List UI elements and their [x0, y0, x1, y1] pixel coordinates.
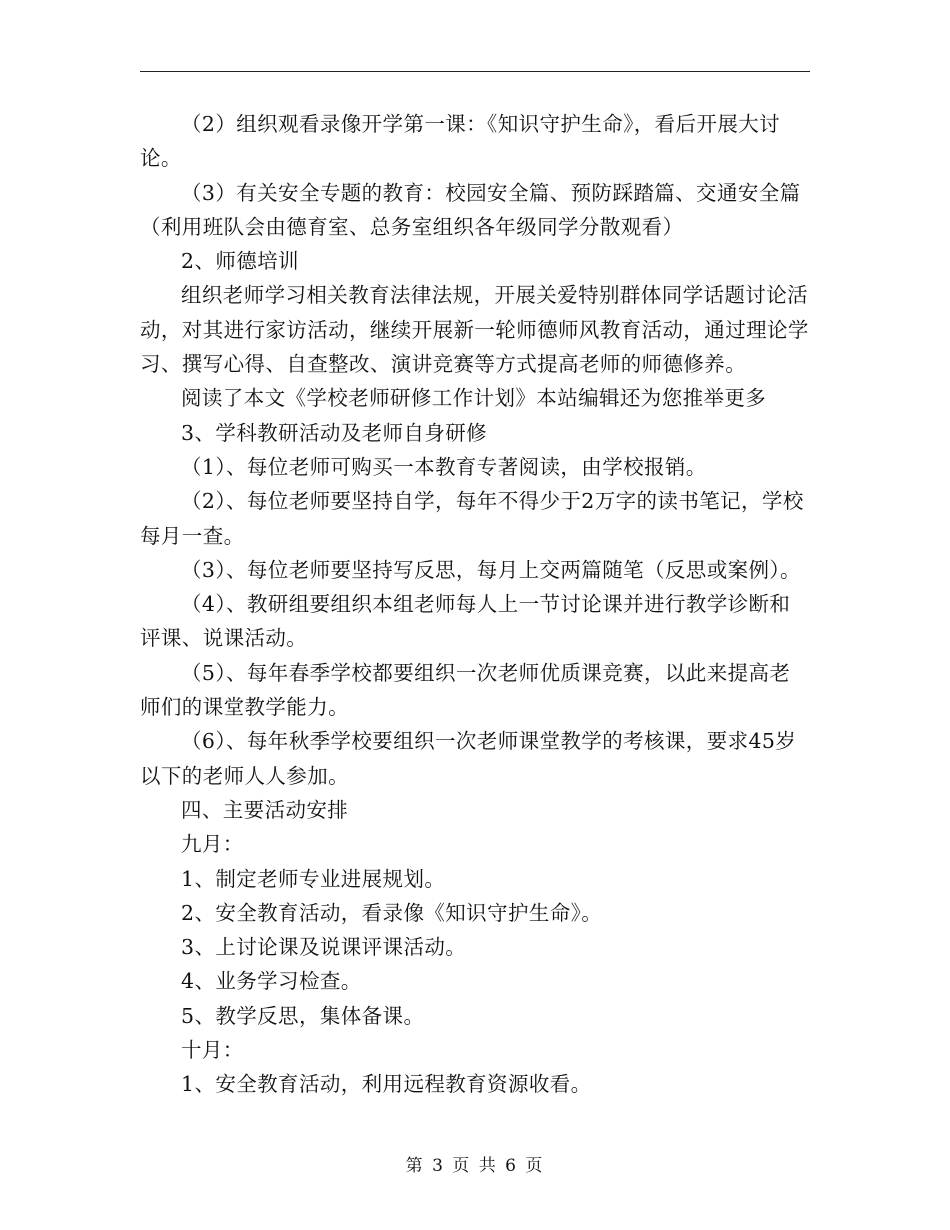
- header-rule: [140, 71, 810, 72]
- paragraph: （5）、每年春季学校都要组织一次老师优质课竞赛，以此来提高老师们的课堂教学能力。: [140, 660, 791, 720]
- paragraph: （3）、每位老师要坚持写反思，每月上交两篇随笔（反思或案例）。: [181, 557, 801, 582]
- paragraph: （2）组织观看录像开学第一课：《知识守护生命》，看后开展大讨论。: [140, 112, 781, 171]
- paragraph: （1）、每位老师可购买一本教育专著阅读，由学校报销。: [181, 454, 707, 479]
- paragraph: 阅读了本文《学校老师研修工作计划》本站编辑还为您推举更多: [181, 386, 767, 411]
- paragraph: （6）、每年秋季学校要组织一次老师课堂教学的考核课，要求45岁以下的老师人人参加。: [140, 729, 797, 788]
- paragraph: （3）有关安全专题的教育：校园安全篇、预防踩踏篇、交通安全篇（利用班队会由德育室、总务室组织各年级同学分散观看）: [140, 180, 801, 239]
- page-number-footer: 第 3 页 共 6 页: [405, 1156, 545, 1176]
- document-body: [140, 107, 810, 1102]
- paragraph: （2）、每位老师要坚持自学，每年不得少于2万字的读书笔记，学校每月一查。: [140, 489, 804, 548]
- paragraph: （4）、教研组要组织本组老师每人上一节讨论课并进行教学诊断和评课、说课活动。: [140, 592, 791, 651]
- list-item: 5、教学反思，集体备课。: [181, 1003, 425, 1028]
- list-item: 4、业务学习检查。: [181, 969, 362, 994]
- list-item: 1、安全教育活动，利用远程教育资源收看。: [181, 1072, 592, 1097]
- list-item: 1、制定老师专业进展规划。: [181, 866, 446, 891]
- month-heading: 九月：: [181, 832, 244, 857]
- list-item: 3、上讨论课及说课评课活动。: [181, 935, 467, 960]
- month-heading: 十月：: [181, 1038, 244, 1063]
- list-item: 2、安全教育活动，看录像《知识守护生命》。: [181, 900, 603, 925]
- section-heading: 四、主要活动安排: [181, 797, 349, 822]
- section-heading: 2、师德培训: [181, 249, 299, 274]
- section-heading: 3、学科教研活动及老师自身研修: [181, 420, 488, 445]
- paragraph: 组织老师学习相关教育法律法规，开展关爱特别群体同学话题讨论活动，对其进行家访活动，继续开展新一轮师德师风教育活动，通过理论学习、撰写心得、自查整改、演讲竞赛等方式提高老师的师德修养。: [140, 283, 809, 377]
